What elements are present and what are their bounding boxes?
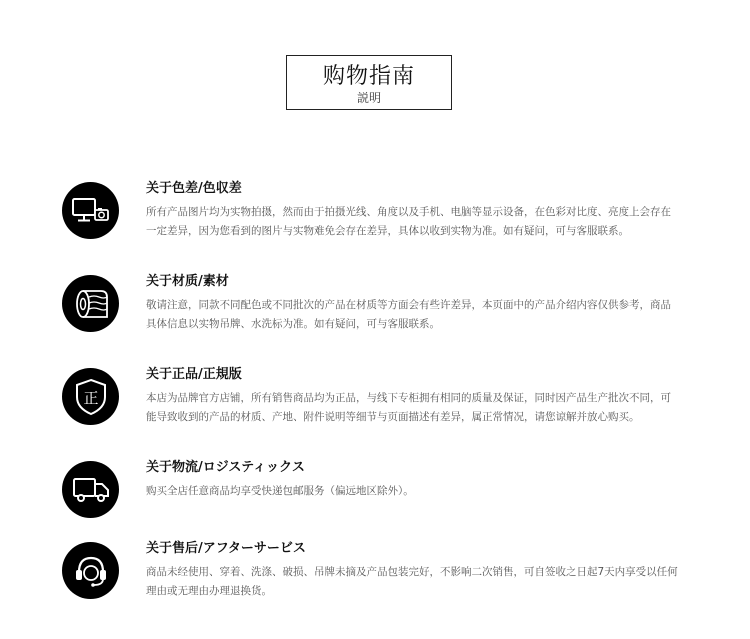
section-body: 本店为品牌官方店铺，所有销售商品均为正品，与线下专柜拥有相同的质量及保证，同时因产品生产批次不同，可能导致收到的产品的材质、产地、附件说明等细节与页面描述有差异，属正常情况，请您谅解并放心购买。	[146, 392, 671, 423]
section-body: 商品未经使用、穿着、洗涤、破损、吊牌未摘及产品包装完好，不影响二次销售，可自签收之日起7天内享受以任何理由或无理由办理退换货。	[146, 566, 678, 597]
section-title: 关于材质/素材	[146, 274, 229, 289]
authentic-shield-icon	[62, 368, 119, 425]
section-logistics	[62, 461, 682, 521]
section-title: 关于色差/色収差	[146, 181, 242, 196]
fabric-roll-icon	[62, 275, 119, 332]
section-body: 敬请注意，同款不同配色或不同批次的产品在材质等方面会有些许差异，本页面中的产品介绍内容仅供参考，商品具体信息以实物吊牌、水洗标为准。如有疑问，可与客服联系。	[146, 299, 671, 330]
section-authenticity	[62, 368, 682, 428]
section-title: 关于售后/アフターサービス	[146, 541, 306, 556]
monitor-camera-icon	[62, 182, 119, 239]
delivery-truck-icon	[62, 461, 119, 518]
svg-text:正: 正	[82, 388, 99, 407]
page-subtitle: 説明	[356, 91, 381, 105]
section-after-sales	[62, 542, 682, 602]
page-title-box	[286, 55, 452, 110]
section-color-difference	[62, 182, 682, 242]
page-title: 购物指南	[322, 64, 415, 89]
headset-icon	[62, 542, 119, 599]
section-title: 关于正品/正規版	[146, 367, 242, 382]
section-material	[62, 275, 682, 335]
section-title: 关于物流/ロジスティックス	[146, 460, 305, 475]
section-body: 所有产品图片均为实物拍摄，然而由于拍摄光线、角度以及手机、电脑等显示设备，在色彩对比度、亮度上会存在一定差异，因为您看到的图片与实物难免会存在差异，具体以收到实物为准。如有疑问，可与客服联系。	[146, 206, 671, 237]
section-body: 购买全店任意商品均享受快递包邮服务（偏远地区除外）。	[146, 485, 414, 497]
